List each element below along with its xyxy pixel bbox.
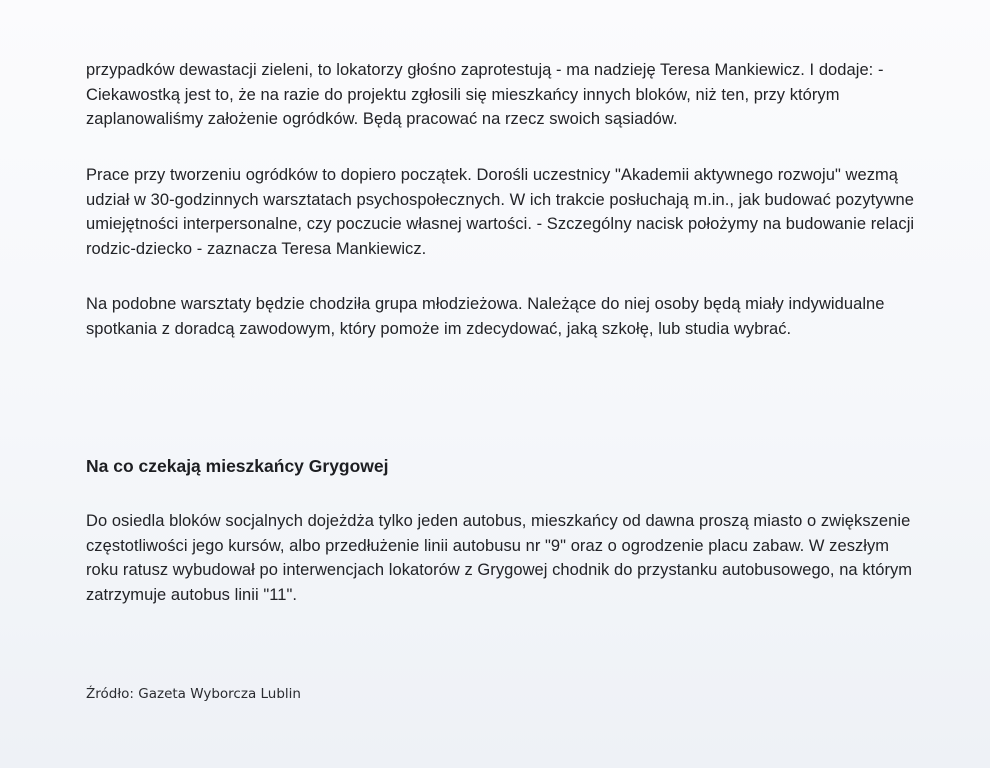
paragraph-warsztaty: Na podobne warsztaty będzie chodziła grupa młodzieżowa. Należące do niej osoby będą miały indywidualne spotkania z doradcą zawodowym, który pomoże im zdecydować, jaką szkołę, lub studia wybrać. xyxy=(86,295,885,338)
paragraph-prace: Prace przy tworzeniu ogródków to dopiero początek. Dorośli uczestnicy "Akademii aktywnego rozwoju" wezmą udział w 30-godzinnych warsztatach psychospołecznych. W ich trakcie posłuchają m.in., jak budować pozytywne umiejętności interpersonalne, czy poczucie własnej wartości. - Szczególny nacisk położymy na budowanie relacji rodzic-dziecko - zaznacza Teresa Mankiewicz. xyxy=(86,166,915,258)
paragraph-dewastacja: przypadków dewastacji zieleni, to lokatorzy głośno zaprotestują - ma nadzieję Teresa Mankiewicz. I dodaje: - Ciekawostką jest to, że na razie do projektu zgłosili się mieszkańcy innych bloków, niż ten, przy którym zaplanowaliśmy założenie ogródków. Będą pracować na rzecz swoich sąsiadów. xyxy=(86,61,884,128)
section-heading: Na co czekają mieszkańcy Grygowej xyxy=(86,456,389,476)
paragraph-autobus: Do osiedla bloków socjalnych dojeżdża tylko jeden autobus, mieszkańcy od dawna proszą miasto o zwiększenie częstotliwości jego kursów, albo przedłużenie linii autobusu nr "9" oraz o ogrodzenie placu zabaw. W zeszłym roku ratusz wybudował po interwencjach lokatorów z Grygowej chodnik do przystanku autobusowego, na którym zatrzymuje autobus linii "11". xyxy=(86,512,913,604)
source-credit: Źródło: Gazeta Wyborcza Lublin xyxy=(86,686,301,702)
